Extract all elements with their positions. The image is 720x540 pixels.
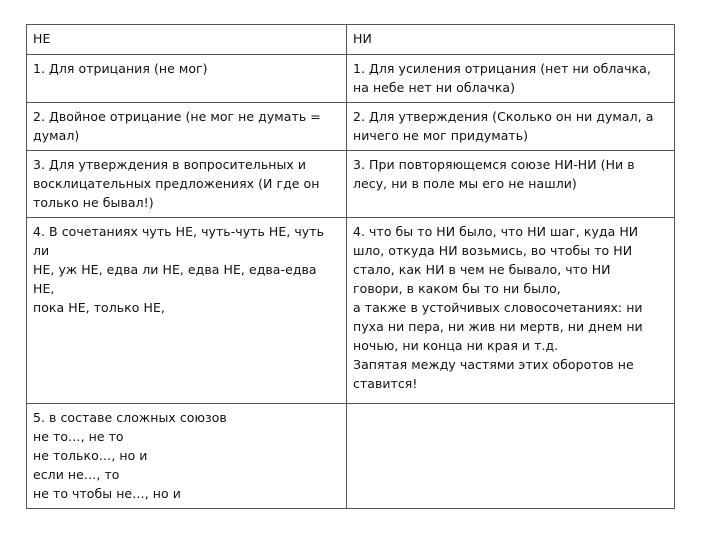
table-row [27, 151, 675, 218]
cell-ni-rule-3: 3. При повторяющемся союзе НИ-НИ (Ни в лесу, ни в поле мы его не нашли) [347, 151, 675, 218]
cell-ni-rule-1: 1. Для усиления отрицания (нет ни облачка, на небе нет ни облачка) [347, 55, 675, 103]
cell-ne-rule-2: 2. Двойное отрицание (не мог не думать = думал) [27, 103, 347, 151]
cell-ne-rule-3: 3. Для утверждения в вопросительных и восклицательных предложениях (И где он только не бывал!) [27, 151, 347, 218]
table-row [27, 103, 675, 151]
table-header-row [27, 25, 675, 55]
cell-ni-rule-5-empty [347, 404, 675, 509]
table-row [27, 55, 675, 103]
table-row [27, 404, 675, 509]
header-cell-ni: НИ [347, 25, 675, 55]
cell-ne-rule-5: 5. в составе сложных союзов не то…, не то не только…, но и если не…, то не то чтобы не…, но и [27, 404, 347, 509]
header-cell-ne: НЕ [27, 25, 347, 55]
cell-ne-rule-4: 4. В сочетаниях чуть НЕ, чуть-чуть НЕ, чуть ли НЕ, уж НЕ, едва ли НЕ, едва НЕ, едва-едва НЕ, пока НЕ, только НЕ, [27, 218, 347, 404]
cell-ni-rule-4: 4. что бы то НИ было, что НИ шаг, куда НИ шло, откуда НИ возьмись, во чтобы то НИ стало, как НИ в чем не бывало, что НИ говори, в каком бы то ни было, а также в устойчивых словосочетаниях: ни пуха ни пера, ни жив ни мертв, ни днем ни ночью, ни конца ни края и т.д. Запятая между частями этих оборотов не ставится! [347, 218, 675, 404]
ne-ni-rules-table [26, 24, 675, 509]
cell-ni-rule-2: 2. Для утверждения (Сколько он ни думал, а ничего не мог придумать) [347, 103, 675, 151]
cell-ne-rule-1: 1. Для отрицания (не мог) [27, 55, 347, 103]
table-row [27, 218, 675, 404]
